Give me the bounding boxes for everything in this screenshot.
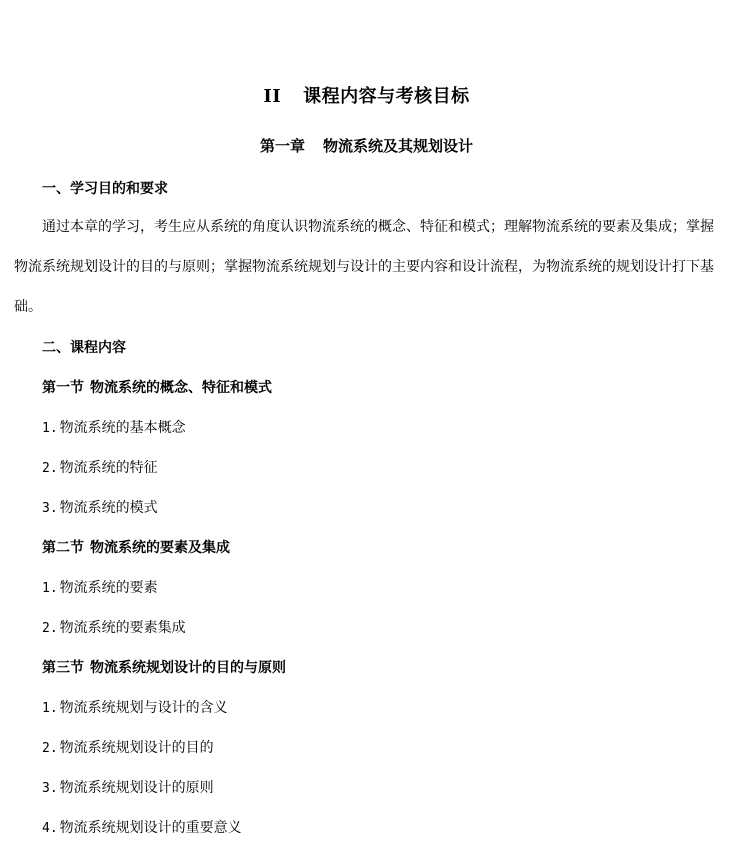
part-title xyxy=(0,82,733,108)
item-number: 1. xyxy=(42,701,58,716)
content-heading: 二、课程内容 xyxy=(42,340,126,356)
list-item xyxy=(42,457,158,477)
item-number: 4. xyxy=(42,821,58,836)
item-text: 物流系统的基本概念 xyxy=(59,420,186,436)
list-item xyxy=(42,577,158,597)
part-title-text: 课程内容与考核目标 xyxy=(303,86,470,107)
item-text: 物流系统的特征 xyxy=(59,460,158,476)
paragraph-line: 物流系统规划设计的目的与原则；掌握物流系统规划与设计的主要内容和设计流程，为物流系统的规划设计打下基 xyxy=(14,259,714,275)
list-item xyxy=(42,697,228,717)
section-title: 物流系统规划设计的目的与原则 xyxy=(90,660,286,676)
section-heading xyxy=(42,537,230,557)
item-text: 物流系统的要素集成 xyxy=(59,620,186,636)
item-number: 2. xyxy=(42,741,58,756)
section-label: 第一节 xyxy=(42,380,84,396)
section-title: 物流系统的要素及集成 xyxy=(90,540,230,556)
objectives-heading: 一、学习目的和要求 xyxy=(42,181,168,197)
chapter-title xyxy=(0,135,733,156)
objectives-paragraph xyxy=(14,207,719,327)
item-number: 3. xyxy=(42,781,58,796)
list-item xyxy=(42,617,186,637)
list-item xyxy=(42,817,242,837)
paragraph-line: 础。 xyxy=(14,299,42,315)
item-text: 物流系统规划设计的原则 xyxy=(59,780,214,796)
paragraph-line: 通过本章的学习，考生应从系统的角度认识物流系统的概念、特征和模式；理解物流系统的要素及集成；掌握 xyxy=(42,219,714,235)
item-number: 1. xyxy=(42,421,58,436)
item-text: 物流系统规划与设计的含义 xyxy=(59,700,228,716)
list-item xyxy=(42,737,214,757)
item-text: 物流系统规划设计的目的 xyxy=(59,740,214,756)
section-label: 第三节 xyxy=(42,660,84,676)
chapter-title-text: 物流系统及其规划设计 xyxy=(323,137,474,155)
section-heading xyxy=(42,377,272,397)
item-text: 物流系统规划设计的重要意义 xyxy=(59,820,242,836)
item-number: 3. xyxy=(42,501,58,516)
list-item xyxy=(42,497,158,517)
chapter-label: 第一章 xyxy=(259,137,305,155)
item-number: 1. xyxy=(42,581,58,596)
part-numeral: II xyxy=(263,86,282,107)
item-text: 物流系统的模式 xyxy=(59,500,158,516)
section-title: 物流系统的概念、特征和模式 xyxy=(90,380,272,396)
list-item xyxy=(42,777,214,797)
list-item xyxy=(42,417,186,437)
section-heading xyxy=(42,657,286,677)
section-label: 第二节 xyxy=(42,540,84,556)
item-number: 2. xyxy=(42,621,58,636)
item-text: 物流系统的要素 xyxy=(59,580,158,596)
item-number: 2. xyxy=(42,461,58,476)
